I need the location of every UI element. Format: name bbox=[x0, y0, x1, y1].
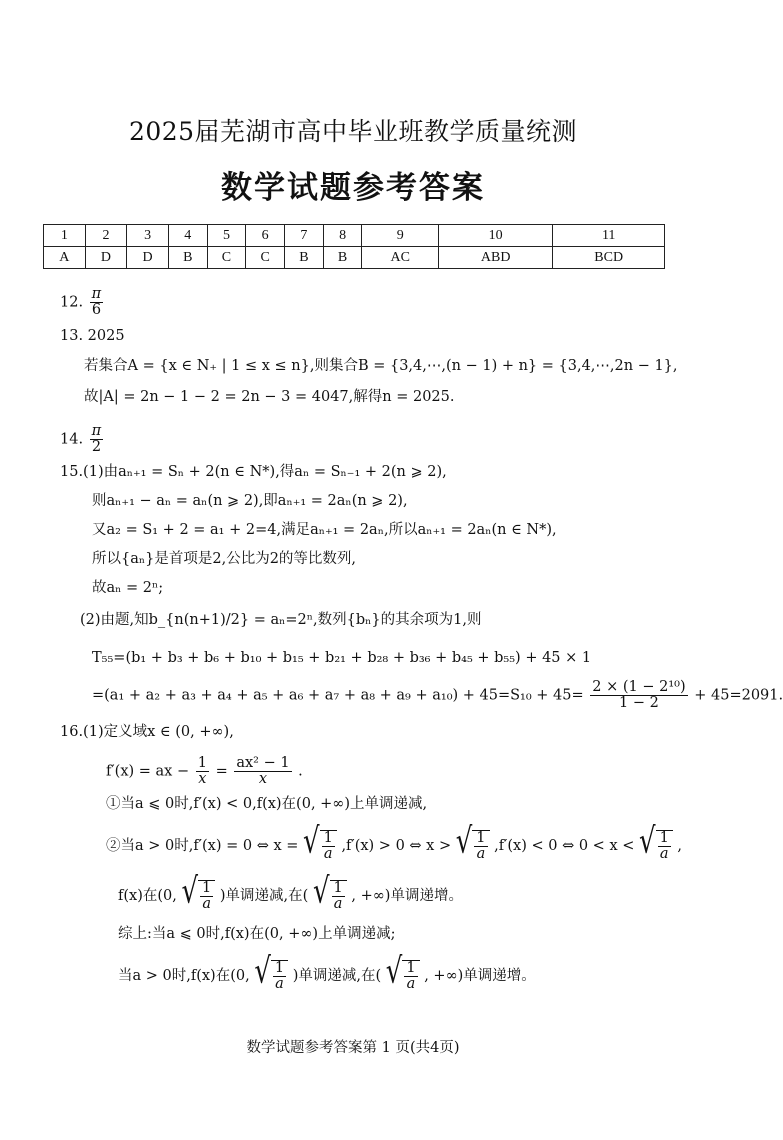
sqrt-den: a bbox=[476, 846, 486, 863]
sqrt-den: a bbox=[275, 976, 284, 993]
q16-case1: ①当a ⩽ 0时,f′(x) < 0,f(x)在(0, +∞)上单调递减, bbox=[106, 796, 428, 812]
question-number-cell: 9 bbox=[362, 225, 439, 247]
q16-period: . bbox=[298, 763, 303, 780]
q16-deriv-lhs: f′(x) = ax − bbox=[106, 763, 190, 780]
question-number-cell: 1 bbox=[44, 225, 86, 247]
q16-f2-num: ax² − 1 bbox=[236, 755, 290, 771]
q12-answer bbox=[60, 287, 105, 318]
question-number-cell: 8 bbox=[323, 225, 362, 247]
answer-cell: D bbox=[127, 247, 169, 269]
answer-cell: B bbox=[168, 247, 207, 269]
question-number-cell: 7 bbox=[285, 225, 324, 247]
q14-frac-den: 2 bbox=[91, 439, 102, 456]
sqrt-num: 1 bbox=[202, 880, 212, 896]
sqrt-1-over-a: √ $\frac{1}{a}$ bbox=[254, 960, 288, 992]
sqrt-1-over-a: √ $\frac{1}{a}$ bbox=[639, 830, 673, 862]
q16-frac-1-over-x bbox=[196, 756, 209, 787]
q16-case2-text-d: , bbox=[677, 838, 683, 855]
q15-part1-line2: 则aₙ₊₁ − aₙ = aₙ(n ⩾ 2),即aₙ₊₁ = 2aₙ(n ⩾ 2), bbox=[92, 493, 408, 509]
answer-cell: BCD bbox=[553, 247, 665, 269]
answer-cell: AC bbox=[362, 247, 439, 269]
q15-result: + 45=2091. bbox=[694, 687, 783, 704]
answer-cell: A bbox=[44, 247, 86, 269]
question-number-cell: 5 bbox=[207, 225, 246, 247]
q16-f2-den: x bbox=[258, 771, 268, 788]
q15-geometric-fraction bbox=[590, 680, 687, 711]
page-title: 2025届芜湖市高中毕业班教学质量统测 bbox=[128, 117, 578, 146]
q15-part1-line4: 所以{aₙ}是首项是2,公比为2的等比数列, bbox=[92, 551, 357, 567]
sqrt-den: a bbox=[659, 846, 669, 863]
q12-number: 12. bbox=[60, 294, 84, 311]
q14-fraction bbox=[90, 424, 104, 455]
sqrt-den: a bbox=[202, 896, 211, 913]
q13-number: 13. 2025 bbox=[60, 328, 125, 344]
q15-part1-line3: 又a₂ = S₁ + 2 = a₁ + 2=4,满足aₙ₊₁ = 2aₙ,所以aₙ₊₁ = 2aₙ(n ∈ N*), bbox=[92, 522, 557, 538]
q15-part2-line1: (2)由题,知b_{n(n+1)/2} = aₙ=2ⁿ,数列{bₙ}的其余项为1,则 bbox=[80, 612, 482, 628]
q16-case2 bbox=[106, 821, 683, 863]
answer-cell: B bbox=[285, 247, 324, 269]
page-subtitle: 数学试题参考答案 bbox=[221, 170, 485, 206]
question-number-cell: 3 bbox=[127, 225, 169, 247]
q14-frac-num: π bbox=[91, 423, 102, 439]
q15-part2-line2: T₅₅=(b₁ + b₃ + b₆ + b₁₀ + b₁₅ + b₂₁ + b₂₈ + b₃₆ + b₄₅ + b₅₅) + 45 × 1 bbox=[92, 650, 592, 666]
answer-cell: B bbox=[323, 247, 362, 269]
q14-answer bbox=[60, 424, 105, 455]
q16-sum2-b: )单调递减,在( bbox=[292, 968, 382, 985]
q16-case2-text-a: ②当a > 0时,f′(x) = 0 ⇔ x = bbox=[106, 838, 299, 855]
q12-frac-den: 6 bbox=[91, 302, 102, 319]
page-footer: 数学试题参考答案第 1 页(共4页) bbox=[246, 1040, 460, 1056]
q13-line2: 故|A| = 2n − 1 − 2 = 2n − 3 = 4047,解得n = 2025. bbox=[84, 389, 455, 405]
question-number-cell: 4 bbox=[168, 225, 207, 247]
sqrt-1-over-a: √ $\frac{1}{a}$ bbox=[181, 880, 215, 912]
sqrt-num: 1 bbox=[333, 880, 343, 896]
answer-cell: C bbox=[207, 247, 246, 269]
q15-part1-line5: 故aₙ = 2ⁿ; bbox=[92, 580, 164, 596]
answer-table-answers-row bbox=[44, 247, 665, 269]
sqrt-den: a bbox=[323, 846, 333, 863]
q15-part1-line1: 15.(1)由aₙ₊₁ = Sₙ + 2(n ∈ N*),得aₙ = Sₙ₋₁ + 2(n ⩾ 2), bbox=[60, 464, 447, 480]
q16-case2-text-c: ,f′(x) < 0 ⇔ 0 < x < bbox=[494, 838, 635, 855]
q15-sum-expression: =(a₁ + a₂ + a₃ + a₄ + a₅ + a₆ + a₇ + a₈ + a₉ + a₁₀) + 45=S₁₀ + 45= bbox=[92, 687, 584, 704]
q16-mono-c: , +∞)单调递增。 bbox=[351, 888, 463, 905]
question-number-cell: 6 bbox=[246, 225, 285, 247]
answer-table-numbers-row bbox=[44, 225, 665, 247]
q16-f1-den: x bbox=[198, 771, 207, 788]
sqrt-num: 1 bbox=[476, 830, 486, 846]
q16-case2-text-b: ,f′(x) > 0 ⇔ x > bbox=[341, 838, 452, 855]
sqrt-num: 1 bbox=[659, 830, 669, 846]
sqrt-num: 1 bbox=[406, 960, 416, 976]
q16-frac-ax2-1 bbox=[234, 756, 291, 787]
q15-frac-den: 1 − 2 bbox=[619, 695, 659, 712]
q16-sum2-c: , +∞)单调递增。 bbox=[424, 968, 536, 985]
question-number-cell: 2 bbox=[85, 225, 127, 247]
q16-derivative-line bbox=[106, 756, 303, 787]
sqrt-1-over-a: √ $\frac{1}{a}$ bbox=[313, 880, 347, 912]
sqrt-num: 1 bbox=[323, 830, 333, 846]
q16-line1: 16.(1)定义域x ∈ (0, +∞), bbox=[60, 724, 234, 740]
sqrt-1-over-a: √ $\frac{1}{a}$ bbox=[456, 830, 490, 862]
sqrt-den: a bbox=[333, 896, 343, 913]
sqrt-den: a bbox=[406, 976, 416, 993]
q13-line1: 若集合A = {x ∈ N₊ | 1 ≤ x ≤ n},则集合B = {3,4,⋯,(n − 1) + n} = {3,4,⋯,2n − 1}, bbox=[84, 358, 678, 374]
sqrt-1-over-a: √ $\frac{1}{a}$ bbox=[303, 830, 337, 862]
answer-cell: ABD bbox=[438, 247, 552, 269]
q16-mono-b: )单调递减,在( bbox=[219, 888, 309, 905]
q16-summary1: 综上:当a ⩽ 0时,f(x)在(0, +∞)上单调递减; bbox=[118, 926, 396, 942]
q12-fraction bbox=[90, 287, 104, 318]
q15-part2-line3 bbox=[92, 680, 783, 711]
q15-frac-num: 2 × (1 − 2¹⁰) bbox=[592, 679, 686, 695]
answer-cell: C bbox=[246, 247, 285, 269]
question-number-cell: 10 bbox=[438, 225, 552, 247]
question-number-cell: 11 bbox=[553, 225, 665, 247]
q16-equals: = bbox=[215, 763, 228, 780]
q16-mono-a: f(x)在(0, bbox=[118, 888, 177, 905]
answer-cell: D bbox=[85, 247, 127, 269]
q16-summary2 bbox=[118, 951, 536, 993]
q16-monotonic-line bbox=[118, 871, 463, 913]
sqrt-num: 1 bbox=[274, 960, 285, 976]
q16-sum2-a: 当a > 0时,f(x)在(0, bbox=[118, 968, 250, 985]
q16-f1-num: 1 bbox=[197, 755, 207, 771]
q12-frac-num: π bbox=[91, 286, 102, 302]
q14-number: 14. bbox=[60, 431, 84, 448]
answer-table bbox=[43, 224, 665, 269]
sqrt-1-over-a: √ $\frac{1}{a}$ bbox=[386, 960, 420, 992]
